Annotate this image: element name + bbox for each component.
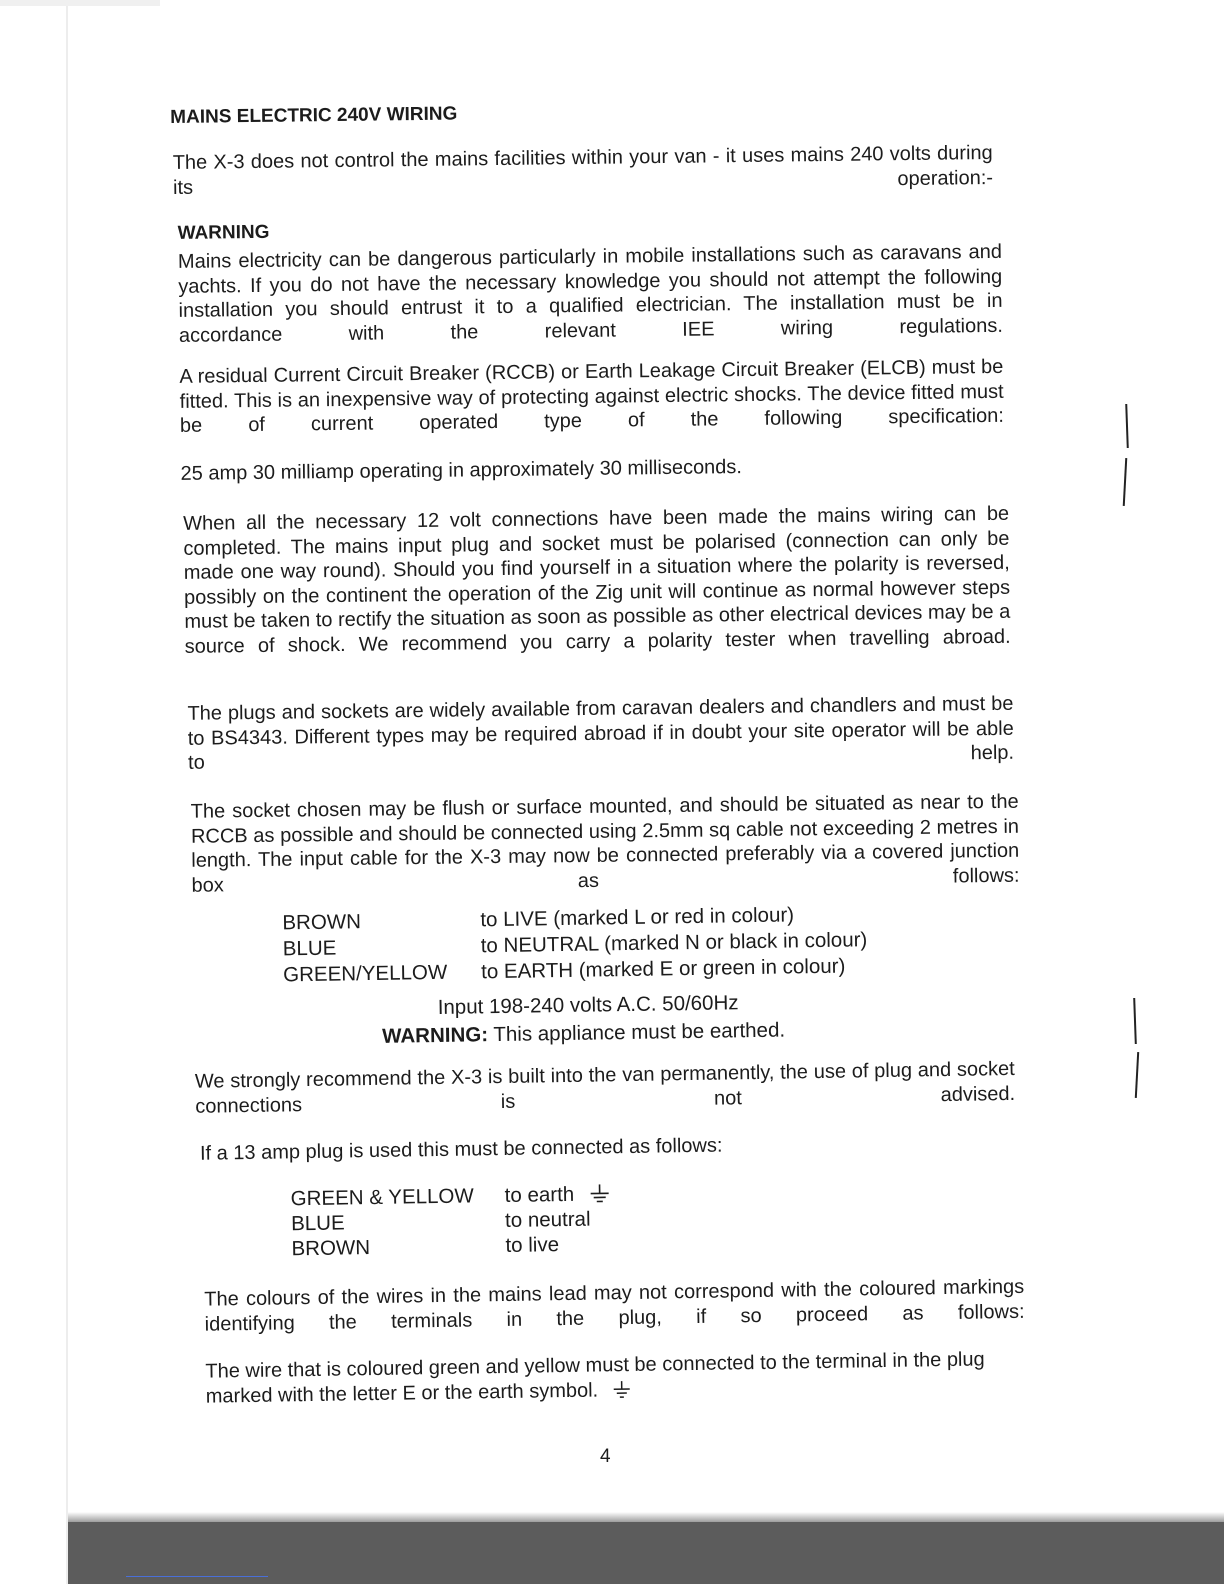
intro-paragraph: The X-3 does not control the mains facilities within your van - it uses mains 240 volts during its operation:-: [172, 141, 994, 199]
wiring-table: [282, 901, 868, 988]
wire-connection: to live: [505, 1233, 560, 1257]
colours-paragraph: The colours of the wires in the mains lead may not correspond with the coloured markings identifying the terminals in the plug, if so proceed as follows:: [204, 1275, 1025, 1336]
recommend-paragraph: We strongly recommend the X-3 is built into the van permanently, the use of plug and socket connections is not advised.: [194, 1057, 1016, 1118]
earth-warning-label: WARNING:: [381, 1023, 489, 1048]
rccb-paragraph: A residual Current Circuit Breaker (RCCB) or Earth Leakage Circuit Breaker (ELCB) must be fitted. This is an inexpensive way of protecting against electric shocks. The device fitted must be of current operated type of the following specification:: [179, 355, 1005, 437]
warning-paragraph: Mains electricity can be dangerous particularly in mobile installations such as caravans and yachts. If you do not have the necessary knowledge you should not attempt the following installation you should entrust it to a qualified electrician. The installation must be in accordance with the relevant IEE wiring regulations.: [177, 240, 1003, 347]
wire-connection: to neutral: [504, 1207, 591, 1232]
earth-symbol-icon: [588, 1183, 610, 1205]
wire-connection: to earth: [504, 1182, 575, 1207]
rccb-spec: 25 amp 30 milliamp operating in approximately 30 milliseconds.: [180, 456, 743, 485]
green-yellow-text: The wire that is coloured green and yellow must be connected to the terminal in the plug marked with the letter E or the earth symbol.: [205, 1348, 985, 1408]
plug-table: [291, 1181, 612, 1261]
earth-warning-text: This appliance must be earthed.: [493, 1018, 786, 1047]
warning-heading: WARNING: [177, 221, 270, 244]
wire-colour: BLUE: [282, 936, 337, 961]
earth-warning: [382, 1019, 785, 1049]
scan-bottom-line: [126, 1576, 268, 1577]
wire-connection: to LIVE (marked L or red in colour): [480, 903, 795, 932]
wire-colour: BROWN: [282, 910, 362, 935]
polarity-paragraph: When all the necessary 12 volt connections have been made the mains wiring can be completed. The mains input plug and socket must be polarised (connection can only be made one way round). Should you find yourself in a situation where the polarity is reversed, possibly on the continent the operation of the Zig unit will continue as normal however steps must be taken to rectify the situation as soon as possible as other electrical devices may be a source of shock. We recommend you carry a polarity tester when travelling abroad.: [183, 502, 1011, 658]
wire-colour: BROWN: [291, 1236, 371, 1261]
table-row: [291, 1231, 611, 1261]
socket-paragraph: The socket chosen may be flush or surface mounted, and should be situated as near to the RCCB as possible and should be connected using 2.5mm sq cable not exceeding 2 metres in length. The input cable for the X-3 may now be connected preferably via a covered junction box as follows:: [190, 790, 1020, 897]
page-number: 4: [600, 1446, 611, 1467]
input-spec: Input 198-240 volts A.C. 50/60Hz: [437, 991, 739, 1019]
page-title: MAINS ELECTRIC 240V WIRING: [170, 103, 458, 128]
wire-connection: to EARTH (marked E or green in colour): [480, 954, 846, 984]
plugs-paragraph: The plugs and sockets are widely available from caravan dealers and chandlers and must be to BS4343. Different types may be required abroad if in doubt your site operator will be able to help.: [187, 692, 1015, 774]
wire-colour: BLUE: [290, 1211, 345, 1236]
scan-bottom-bar: [68, 1522, 1224, 1584]
earth-symbol-icon: [612, 1380, 632, 1400]
wire-colour: GREEN & YELLOW: [290, 1184, 474, 1211]
green-yellow-paragraph: [205, 1347, 1036, 1409]
table-row: [291, 1206, 611, 1236]
wire-colour: GREEN/YELLOW: [283, 960, 448, 987]
wire-connection: to NEUTRAL (marked N or black in colour): [480, 928, 868, 958]
plug-intro: If a 13 amp plug is used this must be connected as follows:: [199, 1134, 723, 1165]
